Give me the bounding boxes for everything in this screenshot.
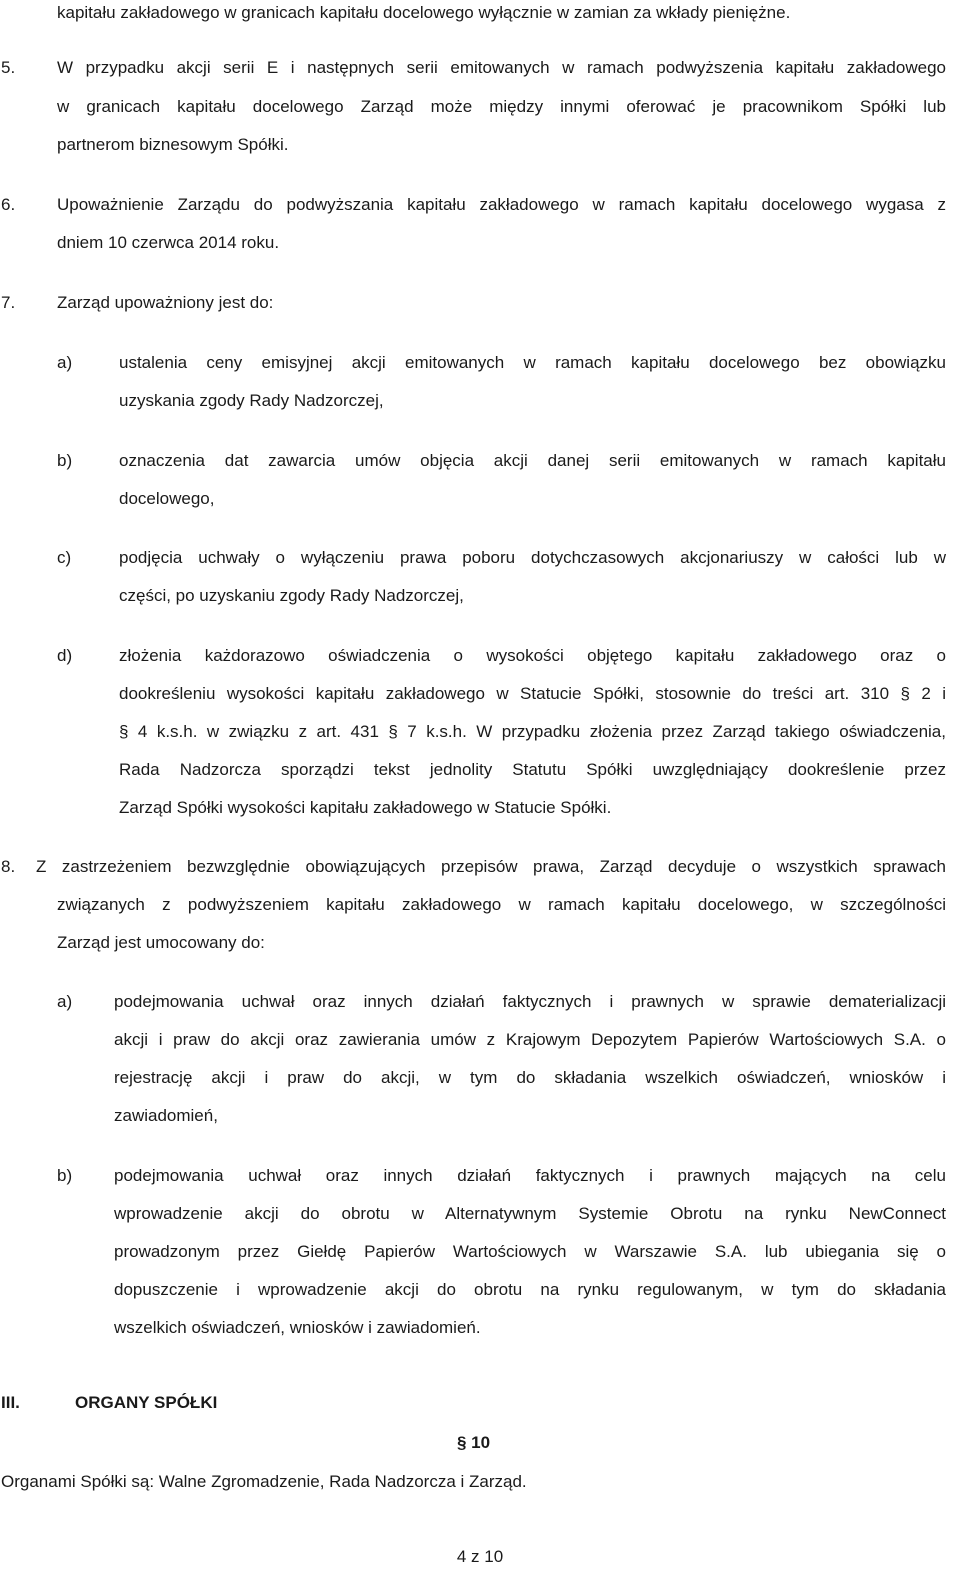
- section-title: ORGANY SPÓŁKI: [75, 1393, 218, 1412]
- list-item-line: oznaczenia dat zawarcia umów objęcia akcji danej serii emitowanych w ramach kapitału: [119, 451, 946, 470]
- paragraph-5-line-2: w granicach kapitału docelowego Zarząd może między innymi oferować je pracownikom Spółki lub: [57, 97, 946, 116]
- paragraph-number-8: 8.: [1, 857, 16, 876]
- paragraph-5-line-1: W przypadku akcji serii E i następnych serii emitowanych w ramach podwyższenia kapitału zakładowego: [57, 58, 946, 77]
- list-item-label: a): [57, 992, 73, 1011]
- list-item-line: docelowego,: [119, 489, 215, 508]
- continuation-line: kapitału zakładowego w granicach kapitału docelowego wyłącznie w zamian za wkłady pieniężne.: [57, 3, 791, 22]
- paragraph-number-7: 7.: [1, 293, 16, 312]
- paragraph-number-5: 5.: [1, 58, 16, 77]
- list-item-line: uzyskania zgody Rady Nadzorczej,: [119, 391, 384, 410]
- paragraph-8-line-3: Zarząd jest umocowany do:: [57, 933, 265, 952]
- body-text: Organami Spółki są: Walne Zgromadzenie, Rada Nadzorcza i Zarząd.: [1, 1472, 527, 1491]
- list-item-line: złożenia każdorazowo oświadczenia o wysokości objętego kapitału zakładowego oraz o: [119, 646, 946, 665]
- paragraph-number-6: 6.: [1, 195, 16, 214]
- paragraph-8-line-2: związanych z podwyższeniem kapitału zakładowego w ramach kapitału docelowego, w szczególności: [57, 895, 946, 914]
- list-item-line: akcji i praw do akcji oraz zawierania umów z Krajowym Depozytem Papierów Wartościowych S.A. o: [114, 1030, 946, 1049]
- list-item-line: rejestrację akcji i praw do akcji, w tym do składania wszelkich oświadczeń, wniosków i: [114, 1068, 946, 1087]
- page-number: 4 z 10: [456, 1547, 504, 1566]
- list-item-line: § 4 k.s.h. w związku z art. 431 § 7 k.s.h. W przypadku złożenia przez Zarząd takiego oświadczenia,: [119, 722, 946, 741]
- section-number: III.: [1, 1393, 20, 1412]
- list-item-label: a): [57, 353, 73, 372]
- paragraph-5-line-3: partnerom biznesowym Spółki.: [57, 135, 289, 154]
- list-item-label: c): [57, 548, 72, 567]
- paragraph-heading: § 10: [457, 1433, 491, 1452]
- paragraph-7-intro: Zarząd upoważniony jest do:: [57, 293, 274, 312]
- paragraph-8-line-1: Z zastrzeżeniem bezwzględnie obowiązujących przepisów prawa, Zarząd decyduje o wszystkich sprawach: [36, 857, 946, 876]
- paragraph-6-line-2: dniem 10 czerwca 2014 roku.: [57, 233, 280, 252]
- list-item-line: Zarząd Spółki wysokości kapitału zakładowego w Statucie Spółki.: [119, 798, 612, 817]
- list-item-label: d): [57, 646, 73, 665]
- list-item-line: podejmowania uchwał oraz innych działań faktycznych i prawnych w sprawie dematerializacji: [114, 992, 946, 1011]
- list-item-line: wprowadzenie akcji do obrotu w Alternatywnym Systemie Obrotu na rynku NewConnect: [114, 1204, 946, 1223]
- list-item-label: b): [57, 1166, 73, 1185]
- list-item-line: ustalenia ceny emisyjnej akcji emitowanych w ramach kapitału docelowego bez obowiązku: [119, 353, 946, 372]
- list-item-line: dopuszczenie i wprowadzenie akcji do obrotu na rynku regulowanym, w tym do składania: [114, 1280, 946, 1299]
- list-item-line: wszelkich oświadczeń, wniosków i zawiadomień.: [114, 1318, 481, 1337]
- list-item-line: prowadzonym przez Giełdę Papierów Wartościowych w Warszawie S.A. lub ubiegania się o: [114, 1242, 946, 1261]
- list-item-line: części, po uzyskaniu zgody Rady Nadzorczej,: [119, 586, 464, 605]
- list-item-label: b): [57, 451, 73, 470]
- list-item-line: zawiadomień,: [114, 1106, 218, 1125]
- list-item-line: dookreśleniu wysokości kapitału zakładowego w Statucie Spółki, stosownie do treści art. 310 § 2 i: [119, 684, 946, 703]
- list-item-line: Rada Nadzorcza sporządzi tekst jednolity Statutu Spółki uwzględniający dookreślenie przez: [119, 760, 946, 779]
- list-item-line: podjęcia uchwały o wyłączeniu prawa poboru dotychczasowych akcjonariuszy w całości lub w: [119, 548, 946, 567]
- list-item-line: podejmowania uchwał oraz innych działań faktycznych i prawnych mających na celu: [114, 1166, 946, 1185]
- paragraph-6-line-1: Upoważnienie Zarządu do podwyższania kapitału zakładowego w ramach kapitału docelowego wygasa z: [57, 195, 946, 214]
